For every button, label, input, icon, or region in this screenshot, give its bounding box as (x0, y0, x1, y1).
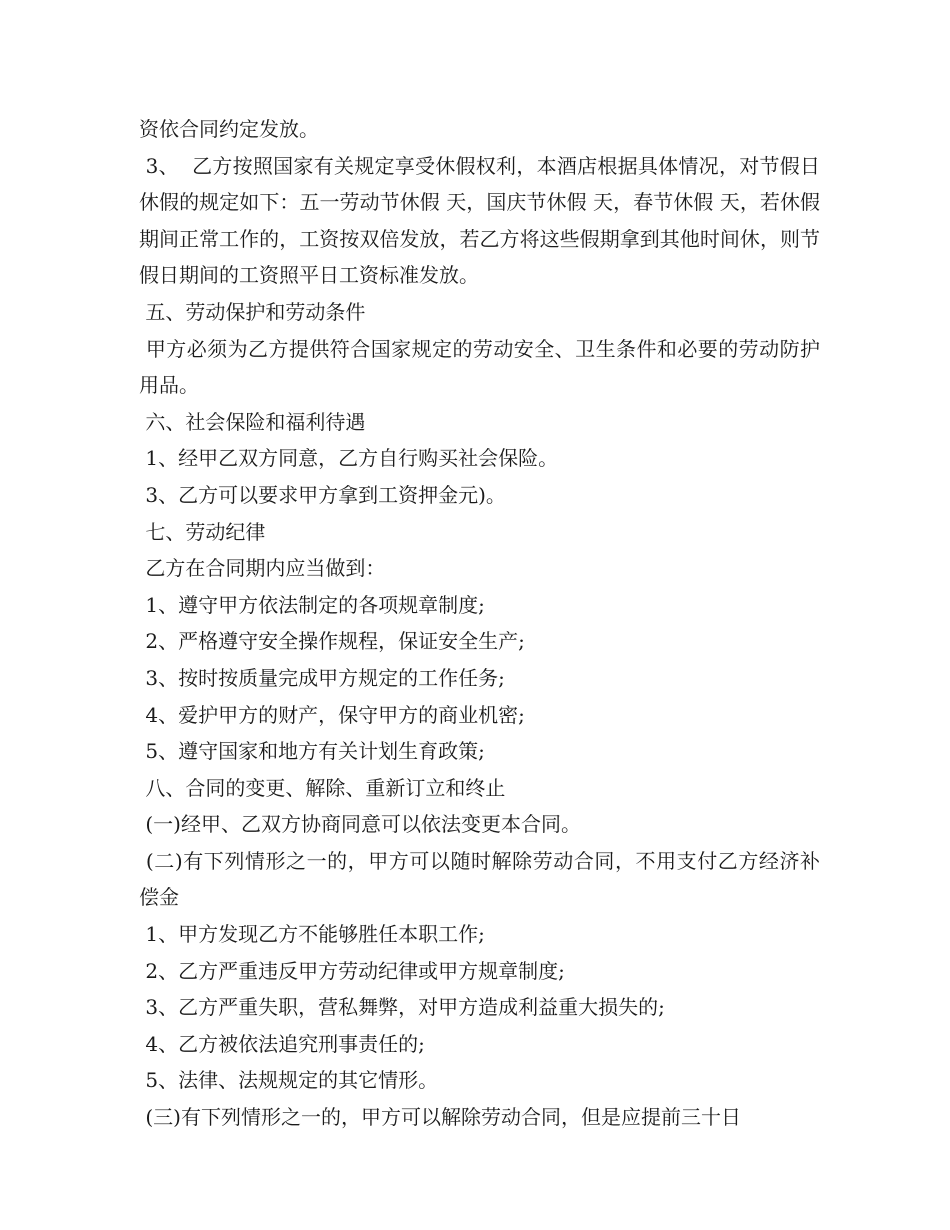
list-item-termination-5: 5、法律、法规规定的其它情形。 (139, 1068, 439, 1093)
list-item-termination-1: 1、甲方发现乙方不能够胜任本职工作; (139, 922, 485, 947)
list-item-termination-4: 4、乙方被依法追究刑事责任的; (139, 1031, 425, 1056)
list-item-social-insurance-3: 3、乙方可以要求甲方拿到工资押金元)。 (139, 482, 506, 507)
list-item-termination-2: 2、乙方严重违反甲方劳动纪律或甲方规章制度; (139, 958, 565, 983)
list-item-discipline-1: 1、遵守甲方依法制定的各项规章制度; (139, 592, 485, 617)
list-item-discipline-4: 4、爱护甲方的财产，保守甲方的商业机密; (139, 702, 525, 727)
paragraph-salary-continuation: 资依合同约定发放。 (139, 117, 319, 141)
list-item-discipline-2: 2、严格遵守安全操作规程，保证安全生产; (139, 629, 525, 654)
section-heading-labor-discipline: 七、劳动纪律 (139, 519, 266, 544)
paragraph-labor-protection: 甲方必须为乙方提供符合国家规定的劳动安全、卫生条件和必要的劳动防护用品。 (139, 336, 821, 398)
list-item-social-insurance-1: 1、经甲乙双方同意，乙方自行购买社会保险。 (139, 446, 559, 471)
section-heading-contract-changes: 八、合同的变更、解除、重新订立和终止 (139, 775, 506, 800)
clause-contract-change-3: (三)有下列情形之一的，甲方可以解除劳动合同，但是应提前三十日 (139, 1105, 741, 1130)
section-heading-social-insurance: 六、社会保险和福利待遇 (139, 409, 366, 434)
list-item-discipline-3: 3、按时按质量完成甲方规定的工作任务; (139, 665, 505, 690)
list-item-discipline-5: 5、遵守国家和地方有关计划生育政策; (139, 739, 485, 764)
list-item-termination-3: 3、乙方严重失职，营私舞弊，对甲方造成利益重大损失的; (139, 995, 665, 1020)
paragraph-holiday-leave: 3、 乙方按照国家有关规定享受休假权利，本酒店根据具体情况，对节假日休假的规定如下：五一劳动节休假 天，国庆节休假 天，春节休假 天，若休假期间正常工作的，工资按双倍发放，若乙方将这些假期拿到其他时间休，则节假日期间的工资照平日工资标准发放。 (139, 153, 820, 288)
clause-contract-change-2: (二)有下列情形之一的，甲方可以随时解除劳动合同，不用支付乙方经济补偿金 (139, 848, 820, 910)
section-heading-labor-protection: 五、劳动保护和劳动条件 (139, 299, 366, 324)
paragraph-discipline-intro: 乙方在合同期内应当做到： (139, 556, 386, 581)
clause-contract-change-1: (一)经甲、乙双方协商同意可以依法变更本合同。 (139, 812, 581, 837)
